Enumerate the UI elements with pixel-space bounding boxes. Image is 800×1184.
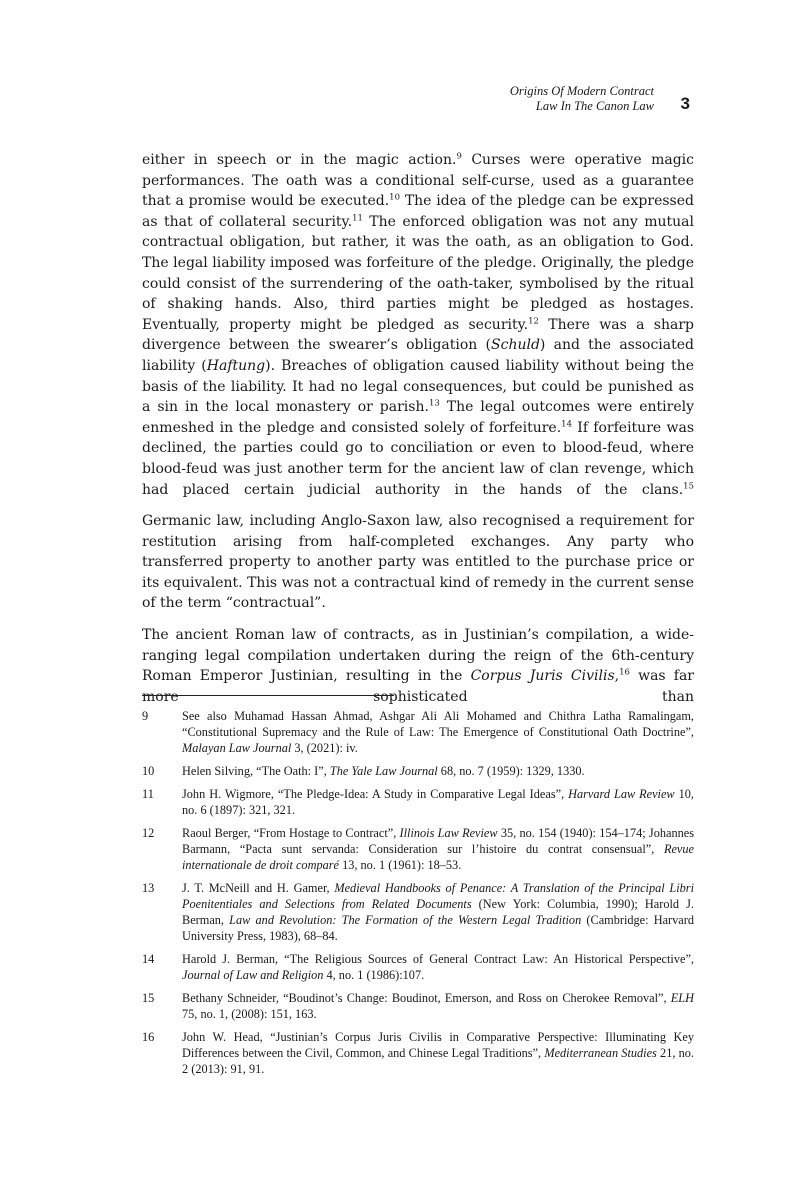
footnote-10 — [142, 763, 694, 779]
text-run: Curses were operative magic performances. The oath was a conditional self-curse, used as a guarantee that a promise would be executed. — [142, 152, 695, 210]
footnote-text: John H. Wigmore, “The Pledge-Idea: A Study in Comparative Legal Ideas”, Harvard Law Review 10, no. 6 (1897): 321, 321. — [182, 787, 694, 817]
footnote-9 — [142, 708, 694, 756]
footnote-number: 14 — [142, 952, 155, 966]
footnotes — [142, 708, 694, 1084]
footnote-separator — [142, 695, 394, 696]
italic-term-schuld: Schuld — [491, 337, 540, 354]
footnote-number: 16 — [142, 1030, 155, 1044]
footnote-text: Raoul Berger, “From Hostage to Contract”, Illinois Law Review 35, no. 154 (1940): 154–174; Johannes Barmann, “Pacta sunt servanda: Consideration sur l’histoire du contrat consensual”, Revue internationale de droit comparé 13, no. 1 (1961): 18–53. — [182, 826, 694, 872]
footnote-13 — [142, 880, 694, 944]
footnote-ref-15[interactable]: 15 — [683, 480, 694, 491]
running-head-title — [510, 84, 654, 114]
footnote-text: Bethany Schneider, “Boudinot’s Change: Boudinot, Emerson, and Ross on Cherokee Removal”, ELH 75, no. 1, (2008): 151, 163. — [182, 991, 694, 1021]
footnote-ref-16[interactable]: 16 — [619, 667, 630, 678]
footnote-number: 10 — [142, 764, 155, 778]
text-run: ) and the associated liability ( — [142, 337, 695, 374]
footnote-14 — [142, 951, 694, 983]
footnote-text: Helen Silving, “The Oath: I”, The Yale Law Journal 68, no. 7 (1959): 1329, 1330. — [182, 764, 585, 778]
running-head — [390, 84, 690, 124]
italic-term-haftung: Haftung — [206, 357, 266, 374]
footnote-ref-13[interactable]: 13 — [428, 398, 440, 409]
footnote-16 — [142, 1029, 694, 1077]
text-run: If forfeiture was declined, the parties could go to conciliation or even to blood-feud, where blood-feud was just another term for the ancient law of clan revenge, which had placed certain judicial authority in the hands of the clans. — [142, 419, 694, 498]
footnote-ref-9[interactable]: 9 — [456, 151, 462, 162]
text-run: The legal outcomes were entirely enmeshed in the pledge and consisted solely of forfeiture. — [142, 399, 695, 436]
body-text — [142, 150, 694, 718]
text-run: The ancient Roman law of contracts, as in Justinian’s compilation, a wide-ranging legal compilation undertaken during the reign of the 6th-century Roman Emperor Justinian, resulting in the — [142, 627, 694, 685]
footnote-number: 15 — [142, 991, 155, 1005]
footnote-number: 9 — [142, 709, 149, 723]
footnote-text: John W. Head, “Justinian’s Corpus Juris Civilis in Comparative Perspective: Illuminating Key Differences between the Civil, Common, and Chinese Legal Traditions”, Mediterranean Studies 21, no. 2 (2013): 91, 91. — [182, 1030, 694, 1076]
text-run: The idea of the pledge can be expressed as that of collateral security. — [142, 193, 694, 230]
text-run: There was a sharp divergence between the swearer’s obligation ( — [142, 316, 694, 354]
page-number: 3 — [680, 94, 690, 113]
footnote-number: 13 — [142, 881, 155, 895]
footnote-text: Harold J. Berman, “The Religious Sources of General Contract Law: An Historical Perspective”, Journal of Law and Religion 4, no. 1 (1986):107. — [182, 952, 694, 982]
footnote-ref-12[interactable]: 12 — [528, 316, 539, 327]
running-head-line-1: Origins Of Modern Contract — [509, 84, 654, 98]
footnote-12 — [142, 825, 694, 873]
text-run: , — [614, 668, 620, 685]
footnote-ref-10[interactable]: 10 — [389, 192, 400, 203]
footnote-number: 11 — [142, 787, 154, 801]
footnote-ref-14[interactable]: 14 — [561, 419, 572, 430]
footnote-ref-11[interactable]: 11 — [352, 213, 363, 224]
footnote-text: J. T. McNeill and H. Gamer, Medieval Handbooks of Penance: A Translation of the Principal Libri Poenitentiales and Selections from Related Documents (New York: Columbia, 1990); Harold J. Berman, Law and Revolution: The Formation of the Western Legal Tradition (Cambridge: Harvard University Press, 1983), 68–84. — [182, 881, 695, 943]
paragraph-2: Germanic law, including Anglo-Saxon law, also recognised a requirement for restitution arising from half-completed exchanges. Any party who transferred property to another party was entitled to the purchase price or its equivalent. This was not a contractual kind of remedy in the current sense of the term “contractual”. — [142, 513, 694, 612]
footnote-15 — [142, 990, 694, 1022]
paragraph-1 — [142, 150, 694, 500]
italic-title-corpus-juris-civilis: Corpus Juris Civilis — [470, 668, 615, 685]
text-run: either in speech or in the magic action. — [142, 152, 457, 168]
footnote-text: See also Muhamad Hassan Ahmad, Ashgar Ali Ali Mohamed and Chithra Latha Ramalingam, “Constitutional Supremacy and the Rule of Law: The Emergence of Constitutional Oath Doctrine”, Malayan Law Journal 3, (2021): iv. — [182, 709, 694, 755]
text-run: ). Breaches of obligation caused liability without being the basis of the liability. It had no legal consequences, but could be punished as a sin in the local monastery or parish. — [142, 357, 694, 416]
running-head-line-2: Law In The Canon Law — [535, 99, 654, 113]
text-run: was far more sophisticated than — [142, 668, 695, 705]
footnote-number: 12 — [142, 826, 155, 840]
footnote-11 — [142, 786, 694, 818]
text-run: The enforced obligation was not any mutual contractual obligation, but rather, it was the oath, as an obligation to God. The legal liability imposed was forfeiture of the pledge. Originally, the pledge could consist of the surrendering of the oath-taker, symbolised by the ritual of shaking hands. Also, third parties might be pledged as hostages. Eventually, property might be pledged as security. — [142, 213, 694, 333]
